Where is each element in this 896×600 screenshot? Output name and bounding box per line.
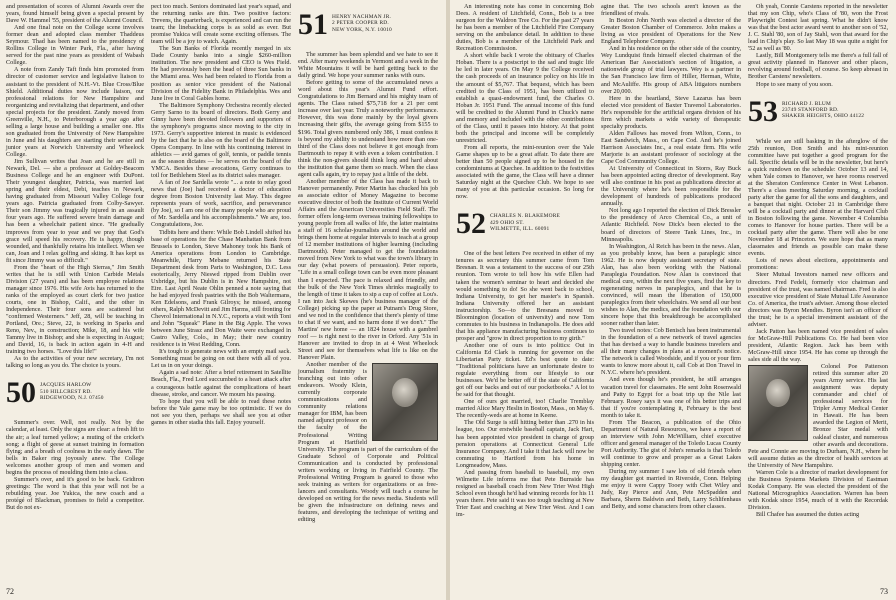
class-header-50	[6, 376, 144, 410]
paragraph: And in his residence on the other side of the country, Wey Lundquist finds himself elected chairman of the American Bar Association's section of litigation, a nationwide group of trial lawyers. Wey is a partner in the San Francisco law firm of Hiller, Herman, White, and McAuliffe. His group of ABA litigators numbers over 20,000.	[601, 45, 741, 95]
paragraph: A note from Zandy Taft finds him promoted from director of customer service and legislative liaison to assistant to the president of N.H.-Vt. Blue Cross/Blue Shield. Additional duties now include liaison, our professional relations for New Hampshire and reorganizing and revitalizing that department, and other special projects for the president. Zandy moved from Greenville, N.H., to Peterborough a year ago after selling a large house and building a smaller one. His son graduated from the University of New Hampshire in June and his daughters are starting their senior and junior years at Norwich University and Wheelock College.	[6, 66, 144, 158]
class-year: 51	[298, 8, 328, 41]
paragraph: During my summer I saw lots of old friends when my daughter got married in Riverside, Conn. Helping me enjoy it were Cappy Tooey with Chet Wiley and Judy, Ray Pierce and Ann, Pete McSpadden and Barbara, Sherm Baldwin and Beth, Larry Schlifenhaus and Betty, and some characters from other classes.	[601, 468, 741, 511]
class-year: 53	[748, 94, 778, 128]
paragraph: And one final note on the College scene involves former dean and adopted class member Thaddeus Seymour. Thad has been named to the presidency of Rollins College in Winter Park, Fla., after having served for the past nine years as president of Wabash College.	[6, 24, 144, 67]
paragraph: Colonel Poe Patterson retired this summer after 20 years Army service. His last assignment was deputy commander and chief of professional services for Tripler Army Medical Center in Hawaii. He has been awarded the Legion of Merit, Bronze Star medal with oakleaf cluster, and numerous other awards and decorations. Pete and Connie are moving to Durham, N.H., where he will assume duties as the director of health services at the University of New Hampshire.	[748, 363, 888, 469]
paragraph: Before getting to some of the accumulated news a word about this year's Alumni Fund effort. Congratulations to Jim Bernard and his mighty team of agents. The Class raised $75,718 for a 21 per cent increase over last year. Truly a noteworthy performance. However, this was done mainly by the loyal givers increasing their gifts, the average going from $155 to $196. Total givers numbered only 386, 1 must confess it is beyond my ability to understand how more than one-third of the Class does not believe it got enough from Dartmouth to repay it with even a token contribution. I think the non-givers should think long and hard about the institution that game them so much. When the class agent calls again, try to repay just a little of the debt.	[298, 79, 438, 178]
paragraph: agine that. The two schools aren't known as the friendliest of rivals.	[601, 3, 741, 18]
secretary-street: 510 HILLCREST RD.	[40, 388, 92, 395]
paragraph: From all reports, the mini-reunion over the Yale Game shapes up to be a great affair. To date there are better than 50 people signed up to be housed in the condominiums at Quechee. In addition to the festivities associated with the game, the Class will have a dinner Saturday night at the Quechee Club. We hope to see many of you at this particular occasion. So long for now.	[456, 143, 594, 201]
class-header-53	[748, 94, 888, 128]
class-year: 52	[456, 207, 486, 241]
secretary-name: RICHARD J. BLUM	[782, 100, 831, 107]
paragraph: And even though he's president, he still arranges vacation travel for classmates. He sent John Rosenwald and Patty to Egypt for a boat trip up the Nile last February. Rosey says it was one of his better trips and that if you're contemplating it, February is the best month to take it.	[601, 376, 741, 419]
paragraph: In Washington, Al Reich has been in the news. Alan, as you probably know, has been a paraplegic since 1962. He is now deputy assistant secretary of state. Alan, has also been working with the National Paraplegia Foundation. Now Alan is convinced that medical cure, within the next five years, find the key to regenerating nerves in paraplegics, and that he is convinced, will mean the liberation of 150,000 paraplegics from their wheelchairs. We send all our best wishes to Alan, the medics, and the foundation with our sincere hope that this breakthrough be accomplished sooner rather than later.	[601, 242, 741, 328]
paragraph: Here in the heartland, Steve Lazarus has been elected vice president of Baxter Travenol Laboratories. He's responsible for the artificial organs division of his firm which markets a wide variety of therapeutic specialty products.	[601, 94, 741, 130]
secretary-name: CHARLES N. BLAKEMORE	[490, 213, 561, 220]
classmate-portrait-photo	[748, 365, 808, 441]
column-6	[748, 3, 888, 518]
page-number-right: 73	[880, 587, 888, 596]
paragraph: Bill Chafee has assumed the duties acting	[756, 511, 860, 519]
paragraph: From The Beacon, a publication of the Ohio Department of Natural Resources, we have a report of an interview with John McWilliam, chief executive officer and general manager of the Toledo Lucas County Port Authority. The gist of John's remarks is that Toledo will continue to grow and prosper as a Great Lakes shipping center.	[601, 418, 741, 469]
secretary-address	[332, 11, 392, 33]
paragraph: A fan of Joe Sardella wrote "... a note to relay good news that (Joe) had received a doctor of education degree from Boston University last May. This degree represents years of work, sacrifice, and perseverance (by Joe), so I am one of the many people who are proud of Mr. Sardella and his accomplishments." We are, too. Congratulations, Joe.	[151, 179, 291, 229]
secretary-street: 2 PETER COOPER RD.	[332, 20, 389, 27]
paragraph: Lots of news about elections, appointments and promotions:	[748, 257, 888, 272]
column-3	[298, 3, 438, 523]
paragraph: The Sun Banks of Florida recently merged in six Dade County banks into a single $260-million institution. The new president and CEO is Wes Field. He had previously been the head of three Sun banks in the Miami area. Wes had been related to Florida from a position as senior vice president of the National Division of the Fidelity Bank in Philadelphia. Wes and June live in Coral Gables home.	[151, 45, 291, 102]
secretary-address	[40, 379, 104, 401]
page-number-left: 72	[6, 587, 14, 596]
column-4	[456, 3, 594, 518]
secretary-name: JACQUES HARLOW	[40, 382, 92, 389]
class-year: 50	[6, 376, 36, 410]
classmate-portrait-photo	[372, 363, 438, 441]
right-page	[450, 0, 896, 600]
paragraph: Summer's over. Well, not really. Not by the calendar, at least. Only the signs are clear: a fresh lift to the air; a leaf turned yellow; a muting of the cricket's song; a flight of geese at sunset training in formation flying; and a breath of coolness in the early dawn. The bells in Baker ring joyously anew. The College welcomes another group of men and women and begins the process of moulding them into a class.	[6, 419, 144, 476]
paragraph: Oh yeah, Connie Carstens reported in the newsletter that my son Chip, who's Class of '80, won the Frost Playwright Contest last spring. What he didn't know was that the best actor award went to another son of '52, J. C. Stahl '80, son of Jay Stahl, won that award for the lead in Chip's play. So last May 18 was quite a night for '52 as well as '80.	[748, 3, 888, 53]
paragraph: Two travel notes: Cob Benisch has been instrumental in the foundation of a new network of travel agencies that has devised a way to handle business travelers and all their many changes in plans at a moment's notice. The network is called Woodside, and if you or your firm wants to know more about it, call Cob at Don Travel in N.Y.C. where he's president.	[601, 327, 741, 377]
paragraph: Alden Fallows has moved from Wilton, Conn., to East Sandwich, Mass., on Cape Cod. And he's joined Harrison Associates Inc., a real estate firm. His wife Marjorie is an assistant professor of sociology at the Cape Cod Community College.	[601, 129, 741, 166]
paragraph: Another member of the journalism fraternity is branching out into other endeavors. Woody Klein, currently corporate communications and community relations manager for IBM, has been named adjunct professor on the faculty of the Professional Writing Program at Hartfield University. The program is part of the curriculum of the Graduate School of Corporate and Political Communication and is conducted by professional writers working or living in Fairfield County. The Professional Writing Program is geared to those who seek training as writers for organizations or as free-lancers and consultants. Woody will teach a course he developed on writing for the news media. Students will be given the infrastructure on defining news and features, and developing the technique of writing and editing	[298, 361, 438, 524]
secretary-city: RIDGEWOOD, N.J. 07450	[40, 395, 104, 402]
paragraph: Not long ago I reported the election of Dick Bressler to the presidency of Arco Chemical Co., a unit of Atlantic Richfield. Now Dick's been elected to the board of directors of Steere Tank Lines, Inc., in Minneapolis.	[601, 207, 741, 243]
class-header-51	[298, 8, 438, 41]
paragraph: Jack Patton has been named vice president of sales for McGraw-Hill Publications Co. He had been vice president, Atlantic Region. Jack has been with McGraw-Hill since 1954. He has come up through the sales side all the way.	[748, 327, 888, 364]
paragraph: As to the activities of your new secretary, I'm not talking so long as you do. The choice is yours.	[6, 355, 144, 370]
paragraph: The summer has been splendid and we hate to see it end. After many weekends in Vermont and a week in the White Mountains it will be hard getting back to the daily grind. We hope your summer ranks with ours.	[298, 51, 438, 80]
paragraph: While we are still basking in the afterglow of the 25th reunion, Don Smith and his mini-reunion committee have put together a good program for the fall. Specific details will be in the newsletter, but here's a quick rundown on the schedule: October 13 and 14, when Yale comes to Hanover, we have rooms reserved at the Sheraton Conference Center in West Lebanon. There's a class meeting Saturday morning, a cocktail party after the game for all the sons and daughters, and a banquet that night. October 21 in Cambridge there will be a cocktail party and dinner at the Harvard Club in Boston following the game. November 4 Columbia comes to Hanover for house parties. There will be a cocktail party after the game. There will also be one November 18 at Princeton. We sure hope that as many classmates and friends as possible can make these events.	[748, 137, 888, 258]
paragraph: Summer's over, and it's good to be back. Gridiron greetings: The word is that this year will not be a rebuilding year. Joe Yukica, the new coach and a protégé of Blackman, promises to field a competitor. But do not ex-	[6, 475, 144, 511]
paragraph: Warren Cole is a director of market development for the Business Systems Markets Division of Eastman Kodak Company. He was elected the president of the National Micrographics Association. Warren has been with Kodak since 1954, much of it with the Recordak Division.	[748, 468, 888, 511]
secretary-street: 23749 STANFORD RD.	[782, 106, 839, 113]
class-header-52	[456, 207, 594, 241]
paragraph: Again a sad note: After a brief retirement in Satellite Beach, Fla., Fred Lord succumbed to a heart attack after a courageous battle against the complications of heart disease, stroke, and cancer. We mourn his passing.	[151, 369, 291, 398]
paragraph: And passing from baseball to baseball, my own Wilmette Life informs me that Pete Burnside has resigned as baseball coach from New Trier West High School even though he'd had winning records for his 11 years there. Pete said it was too tough teaching at New Trier East and coaching at New Trier West. And I can im-	[456, 468, 594, 519]
paragraph: From the "heart of the High Sierras," Jim Smith writes that he is still with Union Carbide Metals Division (27 years) and has been employee relations manager since 1976. His wife Avis has returned to the ranks of the employed as court clerk for two justice courts, one in Bishop, Calif., and the other in Independence. Their four sons are scattered but "confirmed Westerners." Jeff, 28, will be teaching in Portland, Ore.; Steve, 22, is working in Sparks and Reno, Nev., in construction; Mike, 18, and his wife Tammy live in Bishop; and she is expecting in August; and David, 16, is back in action again in 4-H and training two horses. "Love this life!"	[6, 263, 144, 356]
paragraph: One of ours got married, too! Charlie Tremblay married Alice Mary Heslin in Boston, Mass., on May 6. The recently-weds are at home in Keene.	[456, 398, 594, 420]
secretary-city: WILMETTE, ILL. 60091	[490, 226, 550, 233]
paragraph: In Boston John North was elected a director of the Greater Boston Chamber of Commerce. John makes a living as vice president of Operations for the New England Telephone Company.	[601, 17, 741, 46]
paragraph: One of the best letters I've received in either of my tenures as secretary this summer came from Tom Bresnan. It was a testament to the success of our 25th reunion. Tom wrote to tell how his wife Ellen had taken the women's seminar to heart and decided she would something to do! So she went back to school, Indiana University, to get her master's in Spanish. Indiana University offered her an assistant instructorship. So—to the Bresnans moved to Bloomington (location of university) and now Tom commutes to his business in Indianapolis. He does add that his appliance manufacturing business continues to prosper and "grow in direct proportion to my girth."	[456, 250, 594, 342]
paragraph: pect too much. Seniors dominated last year's squad, and the returning ranks are thin. Two positive factors: Trevens, the quarterback, is experienced and can run the team; the linebacking corps is as solid as ever. But promise Yukica will create some exciting offenses. The team will be a joy to watch. Again.	[151, 3, 291, 46]
secretary-city: NEW YORK, N.Y. 10010	[332, 26, 392, 33]
paragraph: Steer Mutual Investors named new officers and directors. Fred Fedeli, formerly vice chairman and president of the trust, was named chairman. Fred is also executive vice president of State Mutual Life Assurance Co. of America, the trust's adviser. Among those elected directors was Byron Mendies. Byron isn't an officer of the trust; he is a special investment assistant of the adviser.	[748, 271, 888, 328]
paragraph: Another one of ours is into politics: Out in California Ed Clark is running for governor on the Libertarian Party ticket. Ed's best quote to date: "Traditional politicians have an unfortunate desire to regulate everything from our lifestyle to our businesses. We'd be better off if the state of California got off our backs and out of our pocketbooks." A lot to be said for that thought.	[456, 341, 594, 399]
secretary-address	[490, 210, 560, 232]
paragraph: and presentation of scores of Alumni Awards over the years, found himself being given a special present by Dave W. Hammel '55, president of the Alumni Council.	[6, 3, 144, 25]
paragraph: A short while back I wrote the obituary of Charles Hoban. There is a postscript to the sad and tragic life he led in later years. On May 9 the College received the cash proceeds of an insurance policy on his life in the amount of $5,767. That bequest, which has been credited to the Class of 1951, has been utilized to establish a quasi-endowment fund, the Charles O. Hoban Jr. 1951 Fund. The annual income of this fund will be credited to the Alumni Fund in Chuck's name and memory and included with the other contributions of the Class, until it passes into history. At that point both the principal and income will be completely unrestricted.	[456, 52, 594, 144]
secretary-street: 429 OHIO ST.	[490, 219, 524, 226]
paragraph: It's tough to generate news with an empty mail sack. Something must be going on out there with all of you. Let us in on your doings.	[151, 348, 291, 370]
paragraph: Lastly, Bill Montgomery tells me there's a full fall of great activity planned in Hanover and other places, revolving around football, of course. So keep abreast in Brother Carstens' newsletters.	[748, 52, 888, 81]
secretary-name: HENRY NACHMAN JR.	[332, 14, 392, 20]
column-5	[601, 3, 741, 510]
column-2	[151, 3, 291, 426]
paragraph: Hope to see many of you soon.	[756, 80, 833, 88]
paragraph: At University of Connecticut in Storrs, Ray Buck has been appointed acting director of development. Ray will also continue in his post as publications director at the University where he's been responsible for the development of hundreds of publications produced annually.	[601, 165, 741, 208]
paragraph: Another member of the Class has made it back to Hanover permanently. Peter Martin has chucked his job as associate editor of Money Magazine to become executive director of both the Institute of Current World Affairs and the American Universities Field Staff. The former offers long-term overseas training fellowships to young people from all walks of life, the latter maintains a staff of 16 scholar-journalists around the world and brings them home at regular intervals to teach at a group of 12 member institutions of higher learning (including Dartmouth). Peter managed to get the foundations moved from New York to what was the town's library in our day (what powers of persuasion). Peter reports, "Life in a small college town can be even more pleasant than I expected. The pace is relaxed and friendly, and the bulk of the New York Times shrinks magically to the length of time it takes to sip a cup of coffee at Lou's. I ran into Jack Skewes (he's business manager of the College) picking up the paper at Putnam's Drug Store, and we nod in the confidence that there's plenty of time to chat if we want, and no harm done if we don't." The Martins' new home — an 1824 house with a gambrel roof — is right next to the river in Orford. Any '51s in Hanover are invited to drop in at 4 West Wheelock Street and see for themselves what life is like on the Hanover Plain.	[298, 177, 438, 362]
secretary-address	[782, 98, 864, 120]
paragraph: An interesting note has come in concerning Bob Dees. A resident of Litchfield, Conn., Bob is a tree surgeon for the Waldron Tree Co. For the past 27 years he has been a member of the Litchfield Fire Company serving on the ambulance detail. In addition to these duties, Bob is a member of the Litchfield Park and Recreation Commission.	[456, 3, 594, 53]
secretary-city: SHAKER HEIGHTS, OHIO 44122	[782, 113, 865, 120]
paragraph: The Old Surge is still hitting better than .270 in his league, too. Our erstwhile baseball captain, Jack Hart, has been appointed vice president in charge of group pension operations at Connecticut General Life Insurance Company. And I take it that Jack will now be commuting to Hartford from his home in Longmeadow, Mass.	[456, 419, 594, 469]
paragraph: To hope that you will be able to read these notes before the Yale game may be too optimistic. If we do not see you then, perhaps we shall see you at other games in other stadia this fall. Enjoy yourself.	[151, 397, 291, 426]
paragraph: Jim Sullivan writes that Joan and he are still in Newark, Del. — she a professor at Goldey-Beacom Business College and he an engineer with DuPont. Their youngest daughter, Patricia, was married last spring and their eldest, Debi, teaches in Newark, having graduated from Missouri Valley College four years ago. Patricia graduated from Colby-Sawyer. Their son Jimmy was tragically injured in an assault four years ago. He suffered severe brain damage and has been a wheelchair patient since. "He gradually improves from year to year and we pray that God's grace will speed his recovery. He is happy, though wounded, and thankfully retains his intellect. When we can, Joan and I relax golfing and skiing. It has kept us fit since Jimmy was so difficult."	[6, 158, 144, 264]
column-1	[6, 3, 144, 511]
left-page	[0, 0, 446, 600]
paragraph: The Baltimore Symphony Orchestra recently elected Gerry Sarno to its board of directors. Both Gerry and Ginny have been devoted followers and supporters of the symphony's programs since moving to the city in 1973. Gerry's supportive interest in music is evidenced by the fact that he is also on the board of the Baltimore Opera Company. In line with his continuing interest in athletics — avid games of golf, tennis, or paddle tennis as the season dictates — he serves on the board of the YMCA. Besides these avocations, Gerry continues to toil for Bethlehem Steel as its district sales manager.	[151, 101, 291, 180]
paragraph: Tidbits here and there: While Bob Lindell shifted his base of operations for the Chase Manhattan Bank from Brussels to London, Steve Mahoney took his Bank of America operations from London to Cambridge. Meanwhile, Harry Mebane returned his State Department desk from Paris to Washington, D.C. Less esoterically, Jerry Nieswd ripped from Dublin over Uxbridge, but his Dublin is in New Hampshire, not Eire. Last April Neate Ohlin penned a note saying that he had enjoyed fresh pastries with the Bob Waltermans, Ken Edelsons, and Frank Gilroys; he missed, among others, Ralph McDevitt and Jim Harms, still fronting for Chevrol International in N.Y.C., reports a visit with Toni and John "Squeak" Plane in the Big Apple. The vows between June Strasz and Don Waite were exchanged in Castro Valley, Colo., in May; their new country residence is in West Redding, Conn.	[151, 228, 291, 349]
